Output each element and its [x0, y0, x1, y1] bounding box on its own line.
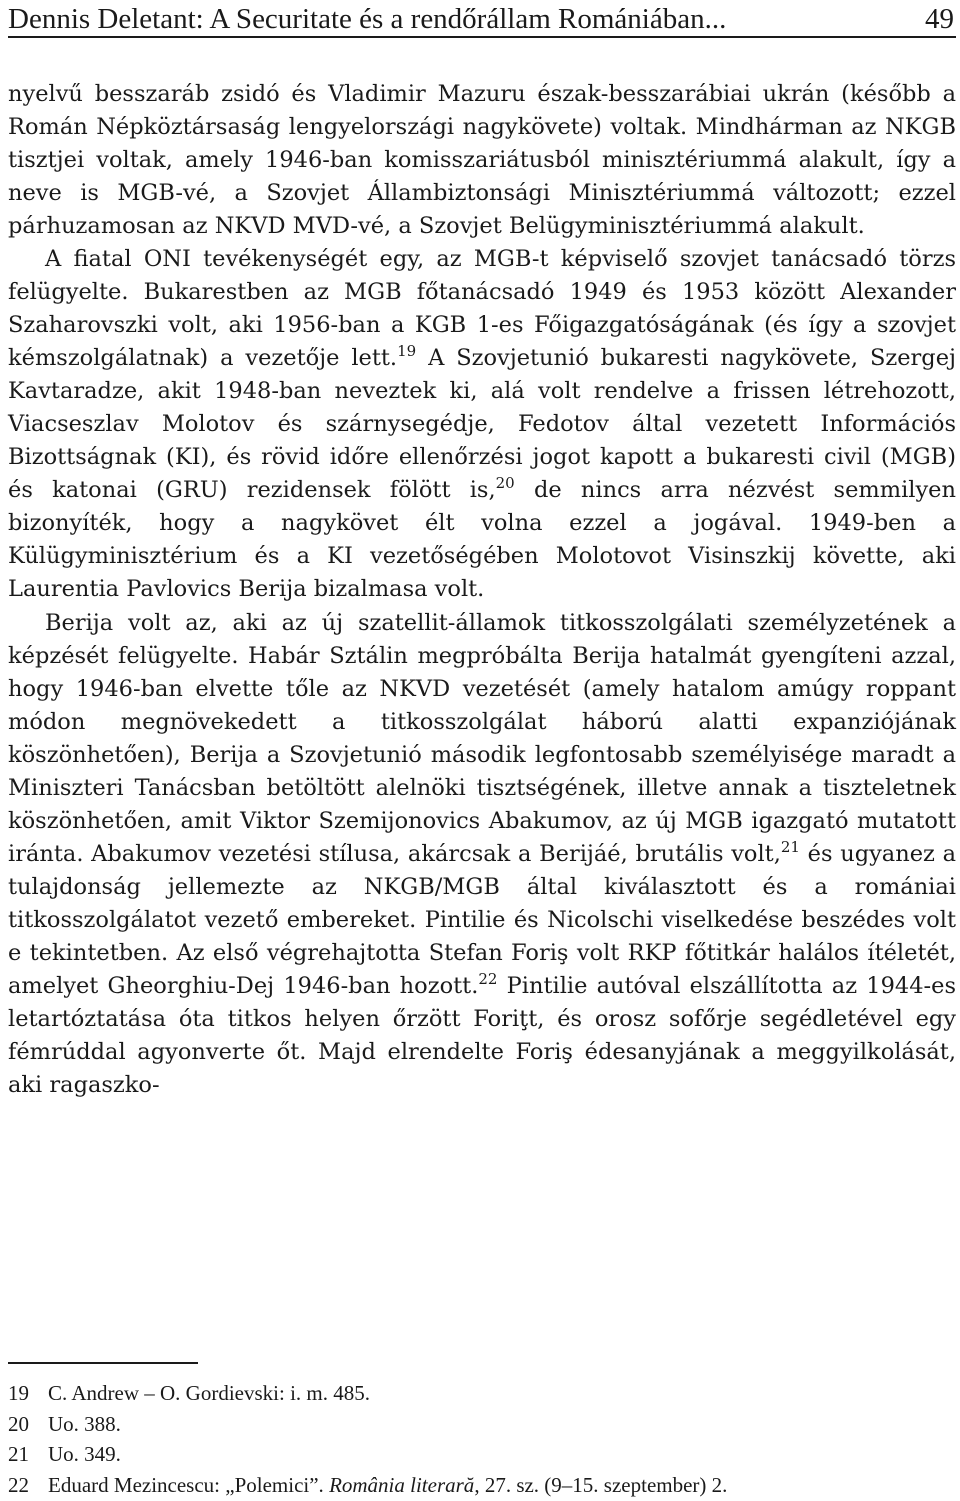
footnote-text: C. Andrew – O. Gordievski: i. m. 485.	[48, 1381, 370, 1405]
footnote-ref-21[interactable]: 21	[780, 838, 800, 856]
paragraph-3-text-a: Berija volt az, aki az új szatellit-államok titkosszolgálati személyzetének a képzését felügyelte. Habár Sztálin megpróbálta Berija hatalmát gyengíteni azzal, hogy 1946-ban elvette tőle az NKVD vezetését (amely hatalom amúgy roppant módon megnövekedett a titkosszolgálat háború alatti expanziójának köszönhetően), Berija a Szovjetunió második legfontosabb személyisége maradt a Miniszteri Tanácsban betöltött alelnöki tisztségének, illetve annak a tiszteletnek köszönhetően, amit Viktor Szemijonovics Abakumov, az új MGB igazgató mutatott iránta. Abakumov vezetési stílusa, akárcsak a Berijáé, brutális volt,	[8, 610, 956, 867]
footnote-number: 19	[8, 1381, 29, 1405]
paragraph-2-text-a: A fiatal ONI tevékenységét egy, az MGB-t képviselő szovjet tanácsadó törzs felügyelte. Bukarestben az MGB főtanácsadó 1949 és 1953 között Alexander Szaharovszki volt, aki 1956-ban a KGB 1-es Főigazgatóságának (és így a szovjet kémszolgálatnak) a vezetője lett.	[8, 246, 956, 371]
footnote-number: 20	[8, 1411, 29, 1436]
footnote-text: Uo. 388.	[48, 1411, 121, 1436]
footnote-21	[8, 1439, 956, 1470]
page-number: 49	[925, 3, 954, 35]
footnote-text: Uo. 349.	[48, 1442, 121, 1466]
paragraph-3	[8, 607, 956, 1102]
footnote-20	[8, 1409, 956, 1440]
paragraph-1-text: nyelvű besszaráb zsidó és Vladimir Mazuru észak-besszarábiai ukrán (később a Román Népköztársaság lengyelországi nagykövete) voltak. Mindhárman az NKGB tisztjei voltak, amely 1946-ban komisszariátusból minisztériummá alakult, így a neve is MGB-vé, a Szovjet Állambiztonsági Minisztériummá változott; ezzel párhuzamosan az NKVD MVD-vé, a Szovjet Belügyminisztériummá alakult.	[8, 81, 956, 239]
footnote-journal-title: România literară	[329, 1472, 475, 1497]
footnote-text	[48, 1470, 956, 1501]
footnote-22	[8, 1470, 956, 1501]
paragraph-3-text-b: és ugyanez a tulajdonság jellemezte az NKGB/MGB által kiválasztott és a romániai titkosszolgálatot vezető embereket. Pintilie és Nicolschi viselkedése beszédes volt e tekintetben. Az első végrehajtotta Stefan Foriş volt RKP főtitkár halálos ítéletét, amelyet Gheorghiu-Dej 1946-ban hozott.	[8, 841, 956, 999]
footnote-number: 21	[8, 1442, 29, 1466]
footnote-text-post: , 27. sz. (9–15. szeptember) 2.	[474, 1472, 728, 1497]
footnote-text-pre: Eduard Mezincescu: „Polemici”.	[48, 1472, 330, 1497]
running-header-title: Dennis Deletant: A Securitate és a rendőrállam Romániában...	[8, 3, 727, 35]
footnote-ref-19[interactable]: 19	[397, 342, 417, 360]
footnotes	[8, 1378, 956, 1500]
body-text	[8, 78, 956, 1102]
paragraph-3-text-c: Pintilie autóval elszállította az 1944-es letartóztatása óta titkos helyen őrzött Foriţt, és orosz sofőrje segédletével egy fémrúddal agyonverte őt. Majd elrendelte Foriş édesanyjának a meggyilkolását, aki ragaszko-	[8, 973, 956, 1098]
paragraph-2-text-c: de nincs arra nézvést semmilyen bizonyíték, hogy a nagykövet élt volna ezzel a jogával. 1949-ben a Külügyminisztérium és a KI vezetőségében Molotovot Visinszkij követte, aki Laurentia Pavlovics Berija bizalmasa volt.	[8, 477, 956, 602]
paragraph-1	[8, 78, 956, 243]
running-header	[8, 4, 956, 34]
footnote-number: 22	[8, 1472, 29, 1497]
footnote-19	[8, 1378, 956, 1409]
header-rule	[8, 36, 956, 38]
footnote-rule	[8, 1362, 198, 1364]
footnote-ref-20[interactable]: 20	[495, 474, 515, 492]
footnote-ref-22[interactable]: 22	[478, 970, 498, 988]
paragraph-2	[8, 243, 956, 606]
paragraph-2-text-b: A Szovjetunió bukaresti nagykövete, Szergej Kavtaradze, akit 1948-ban neveztek ki, alá volt rendelve a frissen létrehozott, Viacseszlav Molotov és szárnysegédje, Fedotov által vezetett Információs Bizottságnak (KI), és rövid időre ellenőrzési jogot kapott a bukaresti civil (MGB) és katonai (GRU) rezidensek fölött is,	[8, 345, 956, 503]
